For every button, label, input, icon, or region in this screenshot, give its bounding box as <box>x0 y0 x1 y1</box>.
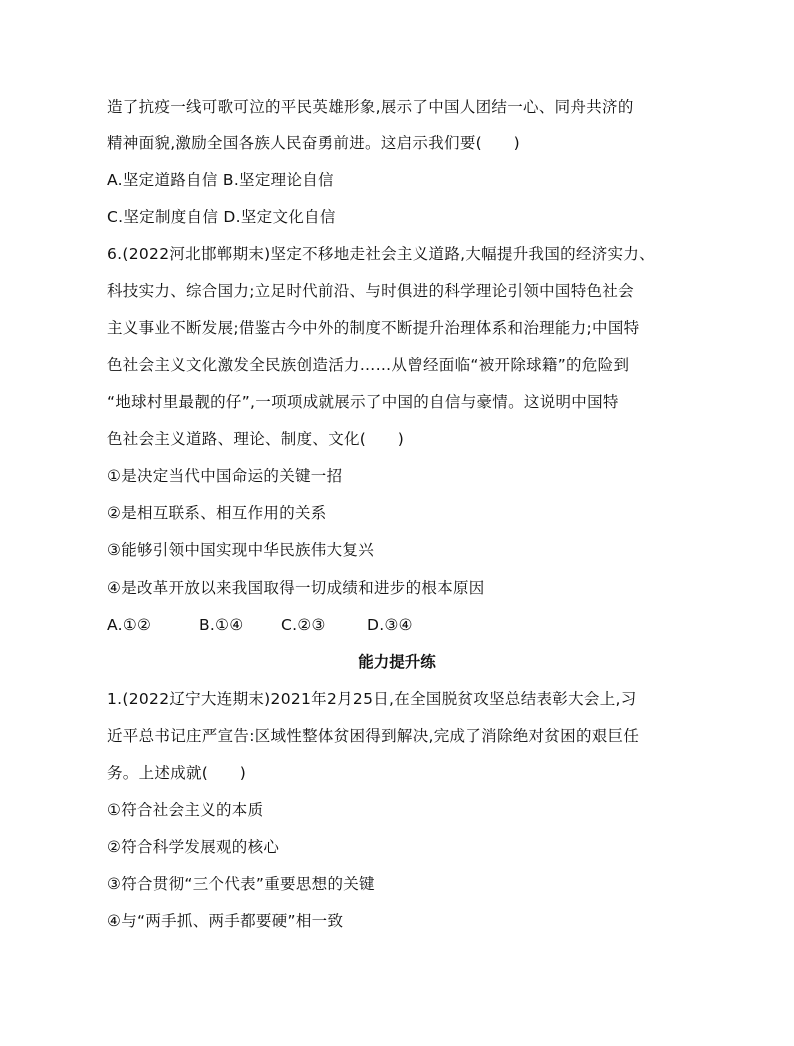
q6-line-1: 6.(2022河北邯郸期末)坚定不移地走社会主义道路,大幅提升我国的经济实力、 <box>107 245 655 263</box>
q1-line-2: 近平总书记庄严宣告:区域性整体贫困得到解决,完成了消除绝对贫困的艰巨任 <box>107 727 640 745</box>
q6-line-3: 主义事业不断发展;借鉴古今中外的制度不断提升治理体系和治理能力;中国特 <box>107 319 640 337</box>
q6-line-5: “地球村里最靓的仔”,一项项成就展示了中国的自信与豪情。这说明中国特 <box>107 393 619 411</box>
q6-line-4: 色社会主义文化激发全民族创造活力……从曾经面临“被开除球籍”的危险到 <box>107 356 630 374</box>
q6-choice-d: D.③④ <box>367 616 413 634</box>
q1-statement-1: ①符合社会主义的本质 <box>107 801 264 819</box>
q1-statement-2: ②符合科学发展观的核心 <box>107 838 280 856</box>
q6-statement-3: ③能够引领中国实现中华民族伟大复兴 <box>107 541 374 559</box>
q5-line-1: 造了抗疫一线可歌可泣的平民英雄形象,展示了中国人团结一心、同舟共济的 <box>107 98 634 116</box>
q1-statement-3: ③符合贯彻“三个代表”重要思想的关键 <box>107 875 375 893</box>
q6-statement-2: ②是相互联系、相互作用的关系 <box>107 504 327 522</box>
q6-statement-1: ①是决定当代中国命运的关键一招 <box>107 467 343 485</box>
q5-line-2: 精神面貌,激励全国各族人民奋勇前进。这启示我们要( ) <box>107 134 520 152</box>
q6-choice-c: C.②③ <box>281 616 326 634</box>
q5-options-row-2: C.坚定制度自信 D.坚定文化自信 <box>107 208 336 226</box>
q6-choice-b: B.①④ <box>199 616 244 634</box>
q1-line-1: 1.(2022辽宁大连期末)2021年2月25日,在全国脱贫攻坚总结表彰大会上,习 <box>107 690 637 708</box>
q6-statement-4: ④是改革开放以来我国取得一切成绩和进步的根本原因 <box>107 579 485 597</box>
q6-choices <box>107 615 413 635</box>
q6-line-2: 科技实力、综合国力;立足时代前沿、与时俱进的科学理论引领中国特色社会 <box>107 282 634 300</box>
q6-line-6: 色社会主义道路、理论、制度、文化( ) <box>107 430 405 448</box>
q1-statement-4: ④与“两手抓、两手都要硬”相一致 <box>107 912 344 930</box>
section-title: 能力提升练 <box>358 653 436 671</box>
q1-line-3: 务。上述成就( ) <box>107 764 247 782</box>
q6-choice-a: A.①② <box>107 616 152 634</box>
q5-options-row-1: A.坚定道路自信 B.坚定理论自信 <box>107 171 334 189</box>
